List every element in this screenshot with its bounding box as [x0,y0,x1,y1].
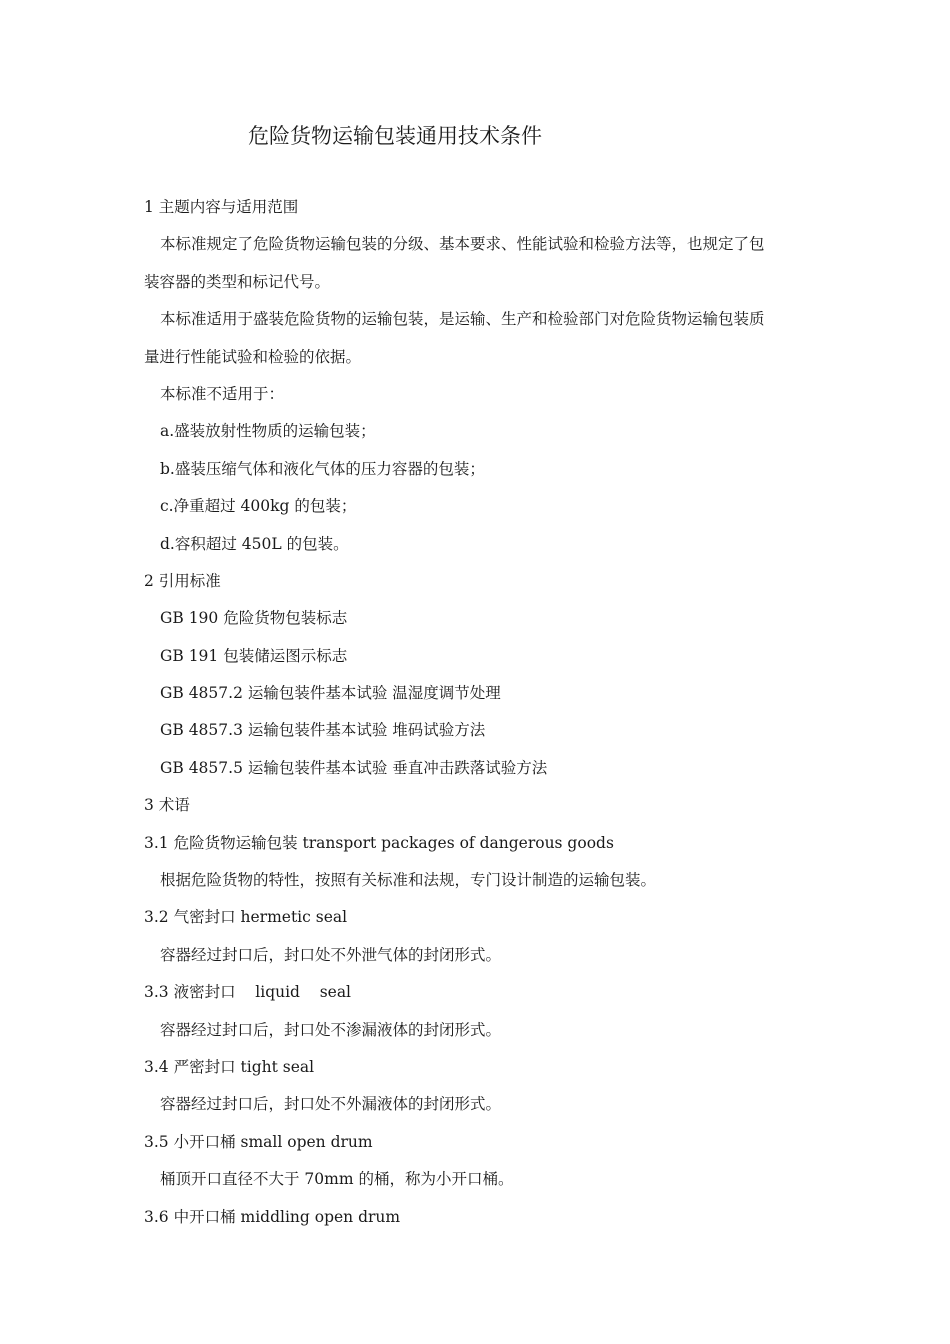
text-line: 3.2 气密封口 hermetic seal [144,908,348,927]
text-line: 3.1 危险货物运输包装 transport packages of dangerous goods [144,833,614,852]
document-body [144,193,810,1240]
text-line: 3 术语 [144,796,190,815]
text-line: 桶顶开口直径不大于 70mm 的桶，称为小开口桶。 [160,1170,514,1189]
text-line: d.容积超过 450L 的包装。 [160,534,349,553]
text-line: 本标准适用于盛装危险货物的运输包装，是运输、生产和检验部门对危险货物运输包装质 [160,310,765,329]
text-line: 1 主题内容与适用范围 [144,198,299,216]
text-line: GB 4857.2 运输包装件基本试验 温湿度调节处理 [160,684,501,703]
text-line: 容器经过封口后，封口处不外泄气体的封闭形式。 [160,945,502,964]
text-line: 3.4 严密封口 tight seal [144,1057,315,1076]
text-line: 2 引用标准 [144,571,221,590]
text-line: 本标准不适用于： [160,384,285,403]
text-line: 3.3 液密封口 liquid seal [144,983,352,1002]
text-line: b.盛装压缩气体和液化气体的压力容器的包装； [160,459,485,478]
text-line: 装容器的类型和标记代号。 [144,272,331,291]
text-line: GB 4857.3 运输包装件基本试验 堆码试验方法 [160,721,486,740]
text-line: 容器经过封口后，封口处不渗漏液体的封闭形式。 [160,1020,502,1039]
text-line: c.净重超过 400kg 的包装； [160,497,357,516]
text-line: 3.5 小开口桶 small open drum [144,1132,373,1151]
text-line: GB 191 包装储运图示标志 [160,646,348,665]
text-line: 量进行性能试验和检验的依据。 [144,347,362,366]
text-line: 3.6 中开口桶 middling open drum [144,1207,401,1226]
document-title: 危险货物运输包装通用技术条件 [248,124,542,148]
text-line: 容器经过封口后，封口处不外漏液体的封闭形式。 [160,1095,502,1114]
text-line: 根据危险货物的特性，按照有关标准和法规，专门设计制造的运输包装。 [160,871,657,890]
text-line: GB 190 危险货物包装标志 [160,609,348,628]
text-line: GB 4857.5 运输包装件基本试验 垂直冲击跌落试验方法 [160,758,548,777]
text-line: 本标准规定了危险货物运输包装的分级、基本要求、性能试验和检验方法等，也规定了包 [160,235,765,254]
text-line: a.盛装放射性物质的运输包装； [160,422,376,441]
